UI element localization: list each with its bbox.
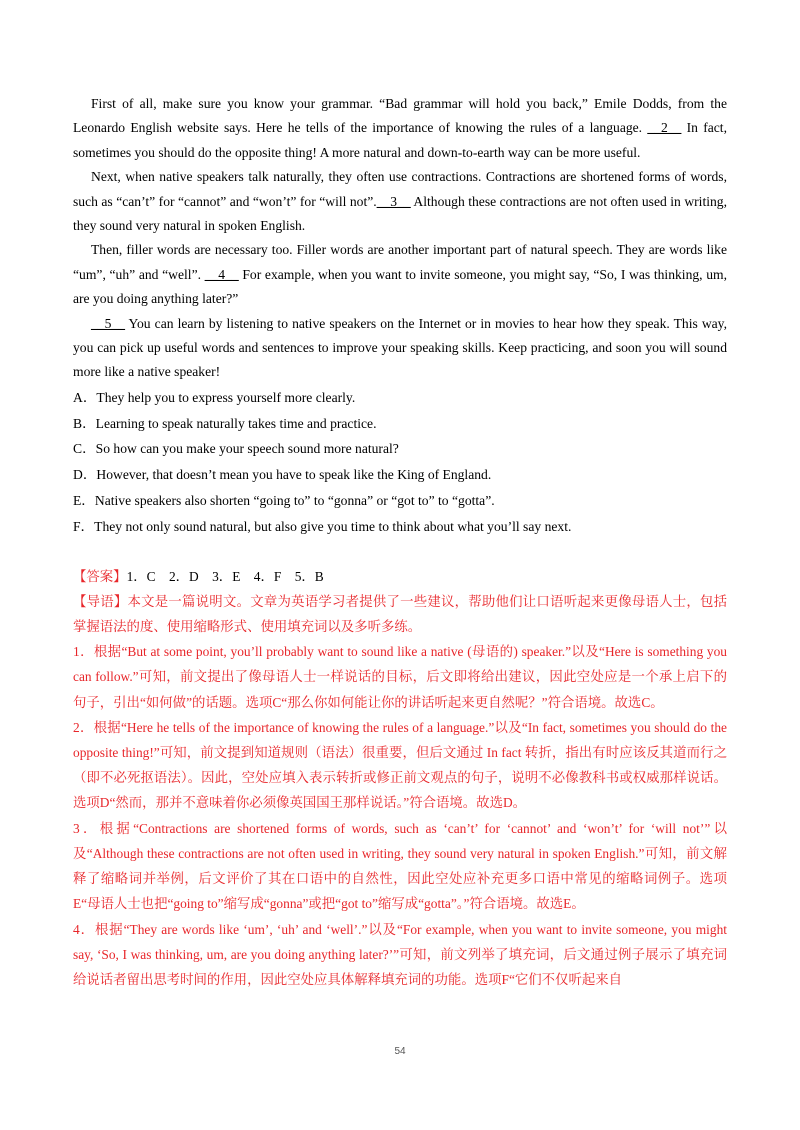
explanation-2: 2．根据“Here he tells of the importance of knowing the rules of a language.”以及“In fact, sometimes you should do the opposite thing!”可知，前文提到知道规则（语法）很重要，但后文通过 In fact 转折，指出有时应该反其道而行之（即不必死抠语法）。因此，空处应填入表示转折或修正前文观点的句子，说明不必像教科书或权威那样说话。选项D“然而，那并不意味着你必须像英国国王那样说话。”符合语境。故选D。 [73, 719, 727, 811]
passage [73, 92, 727, 385]
guide-label: 【导语】 [73, 593, 128, 609]
explanation-4: 4．根据“They are words like ‘um’, ‘uh’ and ‘well’.”以及“For example, when you want to invite someone, you might say, ‘So, I was thinking, um, are you doing anything later?’”可知，前文列举了填充词，后文通过例子展示了填充词给说话者留出思考时间的作用，因此空处应具体解释填充词的功能。选项F“它们不仅听起来自 [73, 921, 727, 987]
passage-paragraph: Then, filler words are necessary too. Filler words are another important part of natural speech. They are words like “um”, “uh” and “well”. __4__ For example, when you want to invite someone, you might say, “So, I was thinking, um, are you doing anything later?” [73, 242, 727, 307]
blank-4: __4__ [204, 266, 239, 282]
option-c: C．So how can you make your speech sound more natural? [73, 441, 399, 457]
option-f: F．They not only sound natural, but also give you time to think about what you’ll say next. [73, 518, 572, 534]
option-d: D．However, that doesn’t mean you have to speak like the King of England. [73, 467, 492, 483]
blank-3: __3__ [376, 193, 411, 209]
explanation-3: 3．根据“Contractions are shortened forms of words, such as ‘can’t’ for ‘cannot’ and ‘won’t’ for ‘will not’”以及“Although these contractions are not often used in writing, they sound very natural in spoken English.”可知，前文解释了缩略词并举例，后文评价了其在口语中的自然性，因此空处应补充更多口语中常见的缩略词例子。选项E“母语人士也把“going to”缩写成“gonna”或把“got to”缩写成“gotta”。”符合语境。故选E。 [73, 820, 727, 912]
option-e: E．Native speakers also shorten “going to” to “gonna” or “got to” to “gotta”. [73, 493, 495, 509]
guide-line [73, 589, 727, 639]
page-number: 54 [394, 1046, 406, 1057]
explanation-1: 1．根据“But at some point, you’ll probably want to sound like a native (母语的) speaker.”以及“Here is something you can follow.”可知，前文提出了像母语人士一样说话的目标，后文即将给出建议，因此空处应是一个承上启下的句子，引出“如何做”的话题。选项C“那么你如何能让你的讲话听起来更自然呢？”符合语境。故选C。 [73, 644, 727, 710]
answer-text: 1．C 2．D 3．E 4．F 5．B [126, 568, 324, 584]
option-list [73, 385, 727, 540]
blank-2: __2__ [647, 120, 682, 136]
guide-text: 本文是一篇说明文。文章为英语学习者提供了一些建议，帮助他们让口语听起来更像母语人士，包括掌握语法的度、使用缩略形式、使用填充词以及多听多练。 [73, 593, 728, 635]
option-b: B．Learning to speak naturally takes time and practice. [73, 415, 377, 431]
passage-paragraph: __5__ You can learn by listening to native speakers on the Internet or in movies to hear how they speak. This way, you can pick up useful words and sentences to improve your speaking skills. Keep practicing, and soon you will sound more like a native speaker! [73, 315, 727, 380]
answer-section [73, 564, 727, 992]
passage-paragraph: Next, when native speakers talk naturally, they often use contractions. Contractions are shortened forms of words, such as “can’t” for “cannot” and “won’t” for “will not”.__3__ Although these contractions are not often used in writing, they sound very natural in spoken English. [73, 169, 727, 234]
passage-paragraph: First of all, make sure you know your grammar. “Bad grammar will hold you back,” Emile Dodds, from the Leonardo English website says. Here he tells of the importance of knowing the rules of a language. __2__ In fact, sometimes you should do the opposite thing! A more natural and down-to-earth way can be more useful. [73, 96, 727, 160]
answer-line [73, 564, 727, 589]
blank-5: __5__ [91, 315, 125, 331]
option-a: A．They help you to express yourself more clearly. [73, 389, 356, 405]
answer-label: 【答案】 [73, 568, 127, 584]
document-page [73, 92, 727, 992]
